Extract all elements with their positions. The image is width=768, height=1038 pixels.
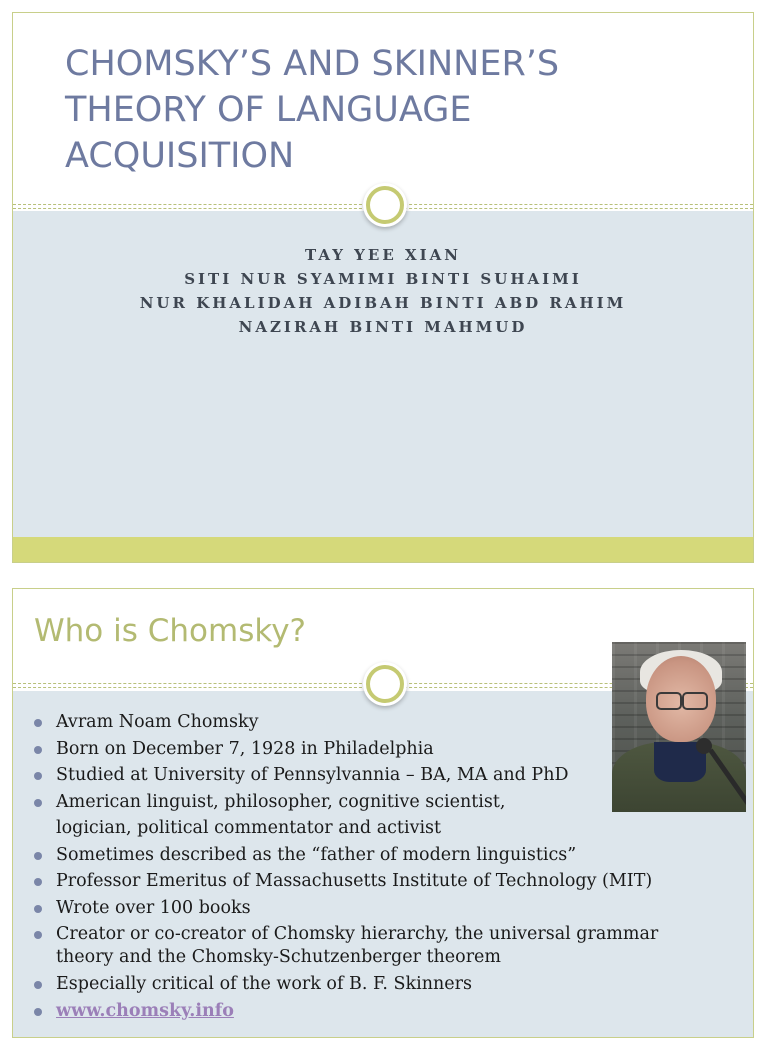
bullet-icon xyxy=(34,772,42,780)
list-item: Wrote over 100 books xyxy=(33,895,723,922)
bullet-icon xyxy=(34,878,42,886)
bullet-icon xyxy=(34,1008,42,1016)
chomsky-website-link[interactable]: www.chomsky.info xyxy=(56,1000,234,1021)
list-item: Avram Noam Chomsky xyxy=(33,709,723,736)
list-item xyxy=(33,998,723,1025)
bullet-icon xyxy=(34,852,42,860)
title-slide xyxy=(12,12,754,563)
list-item: Especially critical of the work of B. F. Skinners xyxy=(33,971,723,998)
ring-ornament-icon xyxy=(366,665,404,703)
who-is-chomsky-slide xyxy=(12,588,754,1038)
bullet-icon xyxy=(34,799,42,807)
bullet-icon xyxy=(34,719,42,727)
ring-ornament-icon xyxy=(366,186,404,224)
slide-title: Who is Chomsky? xyxy=(34,613,306,649)
author-name: SITI NUR SYAMIMI BINTI SUHAIMI xyxy=(184,270,582,288)
author-list xyxy=(13,243,753,339)
list-item: Born on December 7, 1928 in Philadelphia xyxy=(33,736,723,763)
bullet-icon xyxy=(34,746,42,754)
list-item: Professor Emeritus of Massachusetts Institute of Technology (MIT) xyxy=(33,868,723,895)
bullet-icon xyxy=(34,931,42,939)
bullet-icon xyxy=(34,905,42,913)
list-item: Studied at University of Pennsylvannia – BA, MA and PhD xyxy=(33,762,723,789)
author-name: TAY YEE XIAN xyxy=(305,246,461,264)
author-name: NAZIRAH BINTI MAHMUD xyxy=(238,318,528,336)
slide-title: CHOMSKY’S AND SKINNER’S THEORY OF LANGUAGE ACQUISITION xyxy=(65,44,560,176)
bullet-list xyxy=(33,709,723,1024)
accent-bar xyxy=(13,537,753,563)
list-item: Creator or co-creator of Chomsky hierarchy, the universal grammar theory and the Chomsky-Schutzenberger theorem xyxy=(33,921,716,971)
author-name: NUR KHALIDAH ADIBAH BINTI ABD RAHIM xyxy=(139,294,627,312)
list-item: Sometimes described as the “father of modern linguistics” xyxy=(33,842,723,869)
list-item: American linguist, philosopher, cognitive scientist, logician, political commentator and activist xyxy=(33,789,546,842)
bullet-icon xyxy=(34,981,42,989)
